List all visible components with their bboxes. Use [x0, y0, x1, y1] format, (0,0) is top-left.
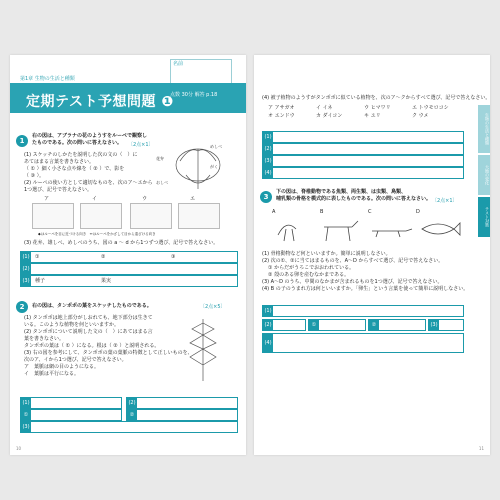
loupe-figure-c	[130, 203, 172, 229]
answer-row-1-1	[20, 251, 238, 263]
score-label: 点数	[170, 92, 181, 98]
answer-label: (3)	[430, 322, 438, 328]
answer-blank: ①	[35, 254, 40, 260]
q1-sub4-options-row2	[268, 113, 468, 120]
q2-option-b: イ 葉脈は平行になる。	[24, 371, 80, 377]
option: ウ ヒマワリ	[364, 105, 391, 111]
right-page	[254, 55, 490, 455]
q2-sub2-line3: タンポポの葉は（ ① ）になる。根は（ ② ）と説明される。	[24, 343, 160, 349]
answer-label: (1)	[264, 308, 272, 314]
name-label: 名前	[173, 61, 184, 67]
answer-label: (3)	[264, 158, 272, 164]
answer-label: ②	[369, 320, 379, 330]
answer-row-top-1	[262, 131, 464, 143]
loupe-label-c: ウ	[142, 196, 148, 202]
answer-label: ②	[127, 410, 137, 420]
animal-label-b: B	[320, 209, 324, 215]
score-time: 30分	[181, 92, 193, 98]
answer-row-top-2	[262, 143, 464, 155]
q3-sub2: (2) 次の①、②に当てはまるものを、A〜D からすべて選び、記号で答えなさい。	[262, 258, 444, 264]
q3-sub2b: ② 殻のある卵を産むなかまである。	[268, 272, 350, 278]
q1-sub4-text: (4) 被子植物のようすがタンポポに似ている植物を、次のア〜クからすべて選び、記号で答えなさい。	[262, 95, 491, 101]
option: エ トウモロコシ	[412, 105, 449, 111]
animal-label-c: C	[368, 209, 372, 215]
q1-sub1-line2: あてはまる言葉を書きなさい。	[24, 159, 95, 165]
q3-points: 〔2点×1〕	[432, 198, 458, 204]
animal-label-a: A	[272, 209, 276, 215]
answer-label: (1)	[264, 134, 272, 140]
answer-label: ①	[21, 410, 31, 420]
dandelion-leaf-diagram	[178, 313, 228, 383]
q3-text-line2: 哺乳類の骨格を模式的に表したものである。次の問いに答えなさい。	[276, 196, 432, 202]
answer-row-3-2	[262, 319, 306, 331]
loupe-label-a: ア	[44, 196, 50, 202]
chapter-title: 第1章 生物の生活と種類	[20, 76, 75, 82]
loupe-figure-d	[178, 203, 220, 229]
q3-text	[276, 189, 431, 203]
option: カ ダイコン	[316, 113, 343, 119]
skeleton-figures	[272, 209, 462, 243]
answer-label: (3)	[22, 278, 30, 284]
skeleton-drawings	[272, 215, 462, 243]
q2-body	[24, 315, 193, 378]
side-tab-1[interactable]: 生物の生活と種類	[478, 105, 490, 153]
option: キ ユリ	[364, 113, 381, 119]
answer-row-3-3	[308, 319, 366, 331]
q1-sub3: (3) 花弁、雄しべ、めしべのうち、図の a 〜 d から1つずつ選び、記号で答えなさい。	[24, 240, 219, 246]
q3-sub1: (1) 骨格動物など何といいますか。簡単に説明しなさい。	[262, 251, 391, 257]
answer-fruit: 果実	[101, 278, 112, 284]
q2-sub1-line1: (1) タンポポは地上部分がしおれても、地下部分は生きて	[24, 315, 153, 321]
answer-label: (2)	[22, 266, 30, 272]
q1-sub2-line2: 1つ選び、記号で答えなさい。	[24, 187, 92, 193]
fig-label-a: めしべ	[210, 144, 222, 149]
q3-body	[262, 251, 468, 293]
loupe-figure-b	[80, 203, 122, 229]
q2-text: 右の図は、タンポポの葉をスケッチしたものである。	[32, 303, 152, 309]
q1-text-line1: 右の図は、アブラナの花のようすをルーペで観察し	[32, 133, 148, 139]
q1-sub2-line1: (2) ルーペの使い方として適切なものを、次のア〜エから	[24, 180, 153, 186]
flower-diagram	[160, 141, 240, 196]
q2-sub1-line2: いる。このような植物を何といいますか。	[24, 322, 120, 328]
answer-label: (4)	[263, 334, 273, 352]
q1-sub1-line4: （ ③ ）。	[24, 173, 45, 179]
q2-sub3-line2: 次のア、イから1つ選び、記号で答えなさい。	[24, 357, 127, 363]
q2-sub2-line1: (2) タンポポについて説明した文の（ ）にあてはまる言	[24, 329, 153, 335]
question-number-2: 2	[16, 301, 28, 313]
answer-label: ①	[309, 320, 319, 330]
answer-label: (1)	[22, 254, 30, 260]
q3-sub4: (4) B の子のうまれ方は何といいますか。「卵生」という言葉を使って簡単に説明しなさい。	[262, 286, 469, 292]
question-number-3: 3	[260, 191, 272, 203]
q3-sub2a: ① からだがうろこでおおわれている。	[268, 265, 355, 271]
q1-sub1-line3: （ ① ）細く小さな点や線を（ ② ）で、影を	[24, 166, 125, 172]
answer-label: (3)	[22, 424, 30, 430]
answer-row-2-4	[126, 409, 238, 421]
answer-row-3-1	[262, 305, 464, 317]
q1-text-line2: たものである。次の問いに答えなさい。	[32, 140, 123, 146]
page-number-left: 10	[16, 446, 22, 451]
q1-sub1-line1: (1) スケッチのしかたを説明した次の文の（ ）に	[24, 152, 138, 158]
answer-row-2-3	[20, 409, 122, 421]
side-tab-3[interactable]: テスト対策	[478, 197, 490, 237]
q3-sub3: (3) A〜D のうち、中間のなかまが含まれるものを1つ選び、記号で答えなさい。	[262, 279, 443, 285]
answer-label: (2)	[128, 400, 136, 406]
answer-label: (2)	[264, 322, 272, 328]
loupe-figures	[32, 196, 222, 229]
answer-row-top-3	[262, 155, 464, 167]
q2-sub2-line2: 葉を書きなさい。	[24, 336, 65, 342]
answer-row-top-4	[262, 167, 464, 179]
answer-row-1-3	[20, 275, 238, 287]
fig-label-d: おしべ	[156, 180, 168, 185]
option: イ イネ	[316, 105, 333, 111]
answer-blank: ③	[171, 254, 176, 260]
q1-sub1	[24, 152, 153, 194]
answer-ref: 解答 p.18	[194, 92, 218, 98]
answer-label: (1)	[22, 400, 30, 406]
q1-points: 〔2点×1〕	[128, 142, 154, 148]
answer-blank: ②	[101, 254, 106, 260]
loupe-label-b: イ	[92, 196, 98, 202]
answer-row-1-2	[20, 263, 238, 275]
page-title: 定期テスト予想問題 ❶	[26, 94, 174, 110]
option: ク ウメ	[412, 113, 429, 119]
answer-seed: 種子	[35, 278, 46, 284]
loupe-label-d: エ	[190, 196, 196, 202]
option: オ エンドウ	[268, 113, 295, 119]
side-tab-2[interactable]: 大地の変化	[478, 155, 490, 195]
question-number-1: 1	[16, 135, 28, 147]
answer-label: (4)	[264, 170, 272, 176]
animal-label-d: D	[416, 209, 420, 215]
q3-text-line1: 下の図は、脊椎動物である魚類、両生類、は虫類、鳥類、	[276, 189, 407, 195]
fig-label-c: 花弁	[156, 156, 164, 161]
option: ア アサガオ	[268, 105, 295, 111]
answer-row-2-5	[20, 421, 238, 433]
loupe-figure-a	[32, 203, 74, 229]
answer-row-3-4	[368, 319, 426, 331]
page-number-right: 11	[478, 446, 484, 451]
loupe-caption: ◆はルーペを目に近づける向き ↔はルーペをかざして目から遠ざける向き	[38, 232, 156, 236]
answer-row-2-1	[20, 397, 122, 409]
q1-sub4-options-row1	[268, 105, 468, 112]
fig-label-b: がく	[210, 164, 218, 169]
answer-label: (2)	[264, 146, 272, 152]
q2-points: 〔2点×5〕	[200, 304, 226, 310]
left-page	[10, 55, 246, 455]
answer-row-3-6	[262, 333, 464, 353]
answer-row-3-5	[428, 319, 464, 331]
q2-sub3-line1: (3) 右の図を参考にして、タンポポの葉の葉脈の特徴として正しいものを、	[24, 350, 193, 356]
score-info	[170, 91, 217, 98]
answer-row-2-2	[126, 397, 238, 409]
q2-option-a: ア 葉脈は網の目のようになる。	[24, 364, 100, 370]
